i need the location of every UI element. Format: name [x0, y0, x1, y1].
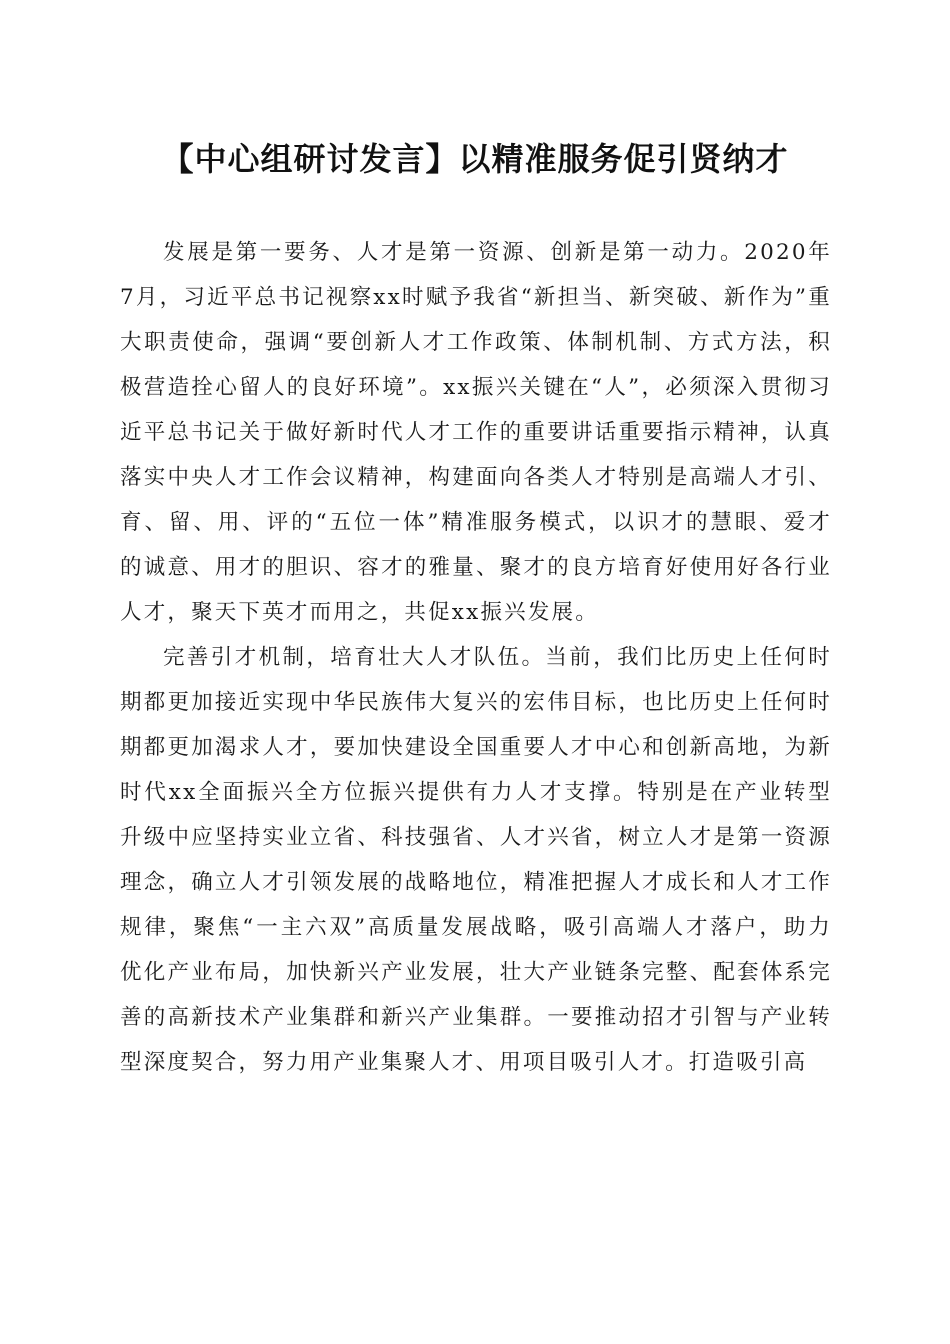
document-body: [120, 230, 832, 1085]
paragraph-2: 完善引才机制，培育壮大人才队伍。当前，我们比历史上任何时期都更加接近实现中华民族伟大复兴的宏伟目标，也比历史上任何时期都更加渴求人才，要加快建设全国重要人才中心和创新高地，为新时代xx全面振兴全方位振兴提供有力人才支撑。特别是在产业转型升级中应坚持实业立省、科技强省、人才兴省，树立人才是第一资源理念，确立人才引领发展的战略地位，精准把握人才成长和人才工作规律，聚焦“一主六双”高质量发展战略，吸引高端人才落户，助力优化产业布局，加快新兴产业发展，壮大产业链条完整、配套体系完善的高新技术产业集群和新兴产业集群。一要推动招才引智与产业转型深度契合，努力用产业集聚人才、用项目吸引人才。打造吸引高: [120, 645, 832, 1075]
paragraph-1: 发展是第一要务、人才是第一资源、创新是第一动力。2020年7月，习近平总书记视察xx时赋予我省“新担当、新突破、新作为”重大职责使命，强调“要创新人才工作政策、体制机制、方式方法，积极营造拴心留人的良好环境”。xx振兴关键在“人”，必须深入贯彻习近平总书记关于做好新时代人才工作的重要讲话重要指示精神，认真落实中央人才工作会议精神，构建面向各类人才特别是高端人才引、育、留、用、评的“五位一体”精准服务模式，以识才的慧眼、爱才的诚意、用才的胆识、容才的雅量、聚才的良方培育好使用好各行业人才，聚天下英才而用之，共促xx振兴发展。: [120, 240, 832, 625]
document-title: 【中心组研讨发言】以精准服务促引贤纳才: [161, 140, 789, 178]
